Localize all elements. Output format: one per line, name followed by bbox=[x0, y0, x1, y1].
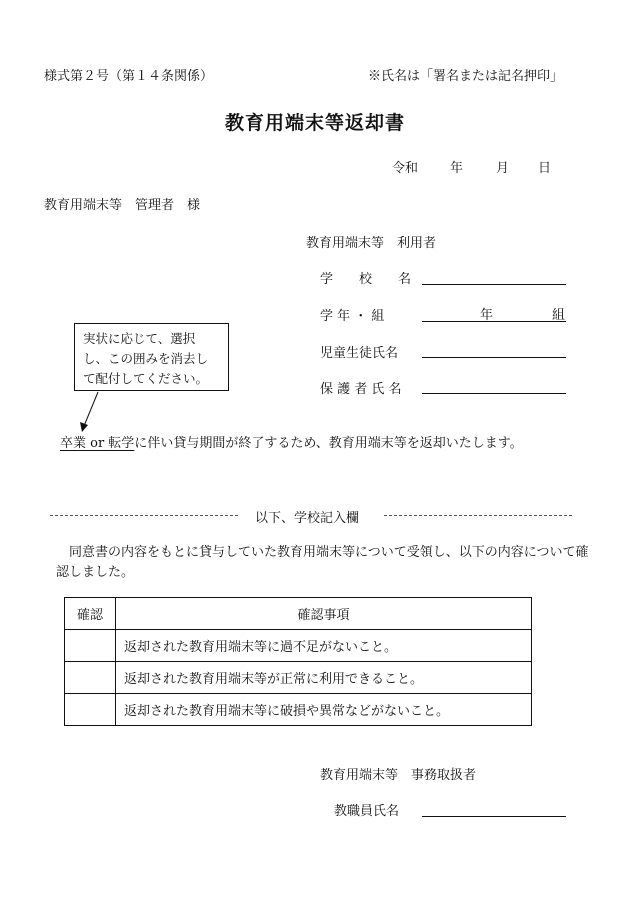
document-title: 教育用端末等返却書 bbox=[224, 112, 405, 134]
check-item: 返却された教育用端末等に過不足がないこと。 bbox=[116, 630, 532, 662]
note-arrow-icon bbox=[60, 388, 110, 438]
school-name-label: 学 校 名 bbox=[320, 272, 412, 287]
confirmation-table bbox=[64, 597, 532, 726]
date-era: 令和 bbox=[392, 161, 419, 176]
check-item: 返却された教育用端末等が正常に利用できること。 bbox=[116, 662, 532, 694]
staff-heading: 教育用端末等 事務取扱者 bbox=[320, 768, 477, 783]
date-day: 日 bbox=[538, 161, 552, 176]
return-reason: 卒業 or 転学 bbox=[60, 436, 135, 451]
check-cell[interactable] bbox=[65, 694, 116, 726]
staff-name-label: 教職員氏名 bbox=[334, 804, 400, 819]
grade-class-label: 学 年 ・ 組 bbox=[320, 309, 385, 324]
addressee: 教育用端末等 管理者 様 bbox=[44, 198, 201, 213]
guardian-name-label: 保 護 者 氏 名 bbox=[320, 382, 402, 397]
class-unit: 組 bbox=[552, 308, 566, 323]
grade-unit: 年 bbox=[480, 308, 494, 323]
grade-class-line[interactable] bbox=[422, 321, 566, 322]
return-statement bbox=[60, 432, 523, 451]
divider-left bbox=[50, 515, 238, 516]
student-name-label: 児童生徒氏名 bbox=[320, 346, 399, 361]
guardian-name-line[interactable] bbox=[422, 393, 566, 394]
instruction-note-box: 実状に応じて、選択し、この囲みを消去して配付してください。 bbox=[74, 323, 229, 391]
staff-name-line[interactable] bbox=[422, 816, 566, 817]
table-row bbox=[65, 694, 532, 726]
table-row bbox=[65, 630, 532, 662]
date-year: 年 bbox=[450, 161, 464, 176]
check-cell[interactable] bbox=[65, 662, 116, 694]
student-name-line[interactable] bbox=[422, 357, 566, 358]
divider-right bbox=[384, 515, 572, 516]
return-statement-text: に伴い貸与期間が終了するため、教育用端末等を返却いたします。 bbox=[134, 436, 523, 451]
form-number: 様式第２号（第１４条関係） bbox=[44, 69, 214, 84]
check-item: 返却された教育用端末等に破損や異常などがないこと。 bbox=[116, 694, 532, 726]
school-section-label: 以下、学校記入欄 bbox=[255, 511, 360, 526]
table-row bbox=[65, 662, 532, 694]
user-section-heading: 教育用端末等 利用者 bbox=[306, 236, 437, 251]
signature-note: ※氏名は「署名または記名押印」 bbox=[368, 69, 564, 84]
table-header-row bbox=[65, 598, 532, 630]
date-month: 月 bbox=[496, 161, 510, 176]
table-header-check: 確認 bbox=[65, 598, 116, 630]
school-name-line[interactable] bbox=[422, 284, 566, 285]
school-intro-paragraph: 同意書の内容をもとに貸与していた教育用端末等について受領し、以下の内容について確認しました。 bbox=[56, 545, 589, 580]
table-header-item: 確認事項 bbox=[116, 598, 532, 630]
check-cell[interactable] bbox=[65, 630, 116, 662]
